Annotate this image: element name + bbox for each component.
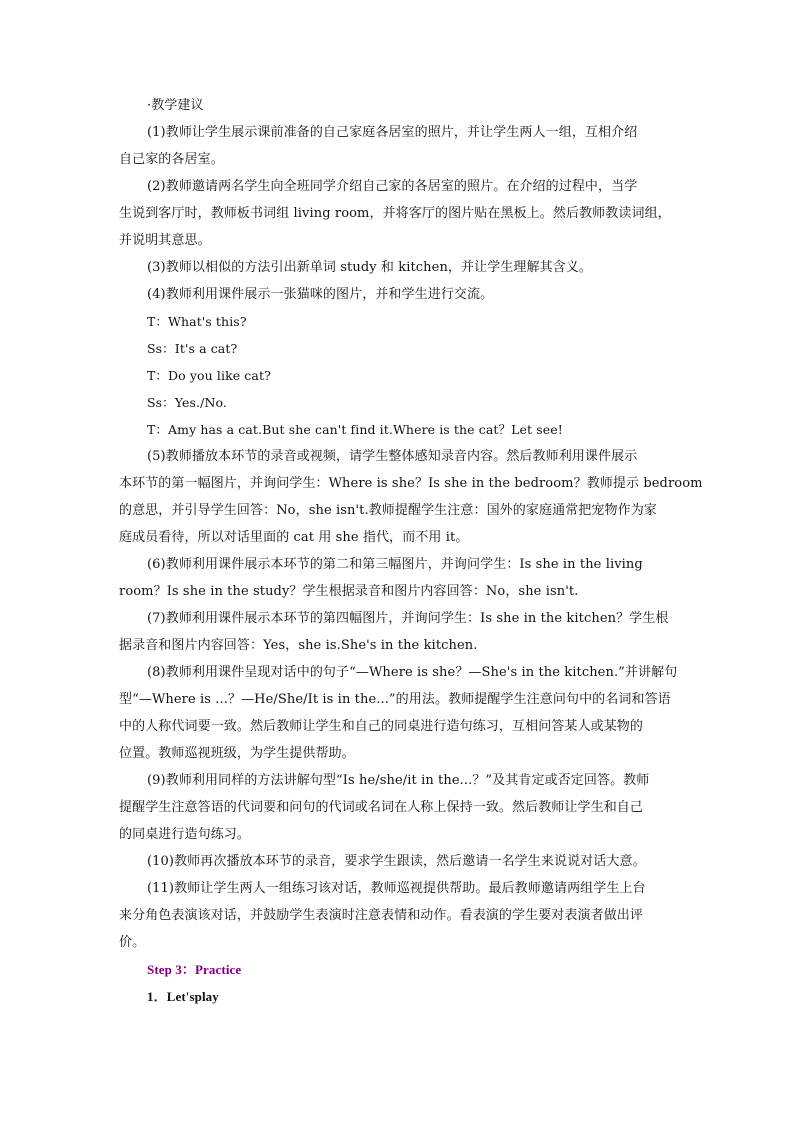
section-title: ·教学建议 <box>147 98 204 113</box>
dialog-line: T：Do you like cat? <box>147 368 271 383</box>
paragraph-line: (1)教师让学生展示课前准备的自己家庭各居室的照片，并让学生两人一组，互相介绍 <box>147 125 638 140</box>
paragraph-line: 本环节的第一幅图片，并询问学生：Where is she？Is she in the bedroom？教师提示 bedroom <box>119 476 703 491</box>
paragraph-line: room？Is she in the study？学生根据录音和图片内容回答：No，she isn't. <box>119 584 579 599</box>
paragraph-line: 型“—Where is ...？—He/She/It is in the...”的用法。教师提醒学生注意问句中的名词和答语 <box>119 692 671 707</box>
paragraph-line: 来分角色表演该对话，并鼓励学生表演时注意表情和动作。看表演的学生要对表演者做出评 <box>119 908 644 923</box>
paragraph-line: 的同桌进行造句练习。 <box>119 827 251 842</box>
paragraph-line: (7)教师利用课件展示本环节的第四幅图片，并询问学生：Is she in the kitchen？学生根 <box>147 611 669 626</box>
dialog-line: T：Amy has a cat.But she can't find it.Where is the cat？Let see! <box>147 422 563 437</box>
paragraph-line: (3)教师以相似的方法引出新单词 study 和 kitchen，并让学生理解其含义。 <box>147 260 593 275</box>
paragraph-line: (5)教师播放本环节的录音或视频，请学生整体感知录音内容。然后教师利用课件展示 <box>147 449 638 464</box>
paragraph-line: (8)教师利用课件呈现对话中的句子“—Where is she？—She's in the kitchen.”并讲解句 <box>147 665 678 680</box>
paragraph-line: 价。 <box>119 935 146 950</box>
paragraph-line: 自己家的各居室。 <box>119 152 224 167</box>
paragraph-line: (9)教师利用同样的方法讲解句型“Is he/she/it in the...？”及其肯定或否定回答。教师 <box>147 773 650 788</box>
paragraph-line: (6)教师利用课件展示本环节的第二和第三幅图片，并询问学生：Is she in the living <box>147 557 643 572</box>
paragraph-line: 并说明其意思。 <box>119 233 211 248</box>
paragraph-line: 位置。教师巡视班级，为学生提供帮助。 <box>119 746 355 761</box>
paragraph-line: (10)教师再次播放本环节的录音，要求学生跟读，然后邀请一名学生来说说对话大意。 <box>147 854 646 869</box>
paragraph-line: 庭成员看待，所以对话里面的 cat 用 she 指代，而不用 it。 <box>119 530 469 545</box>
dialog-line: Ss：Yes./No. <box>147 395 227 410</box>
sub-heading: 1．Let'splay <box>147 989 219 1004</box>
paragraph-line: 生说到客厅时，教师板书词组 living room，并将客厅的图片贴在黑板上。然后教师教读词组， <box>119 206 671 221</box>
paragraph-line: (2)教师邀请两名学生向全班同学介绍自己家的各居室的照片。在介绍的过程中，当学 <box>147 179 638 194</box>
dialog-line: T：What's this? <box>147 314 247 329</box>
paragraph-line: 中的人称代词要一致。然后教师让学生和自己的同桌进行造句练习，互相问答某人或某物的 <box>119 719 644 734</box>
paragraph-line: (11)教师让学生两人一组练习该对话，教师巡视提供帮助。最后教师邀请两组学生上台 <box>147 881 646 896</box>
paragraph-line: (4)教师利用课件展示一张猫咪的图片，并和学生进行交流。 <box>147 287 494 302</box>
paragraph-line: 据录音和图片内容回答：Yes，she is.She's in the kitchen. <box>119 638 478 653</box>
step-heading: Step 3：Practice <box>147 962 242 977</box>
paragraph-line: 的意思，并引导学生回答：No，she isn't.教师提醒学生注意：国外的家庭通常把宠物作为家 <box>119 503 657 518</box>
paragraph-line: 提醒学生注意答语的代词要和问句的代词或名词在人称上保持一致。然后教师让学生和自己 <box>119 800 644 815</box>
dialog-line: Ss：It's a cat? <box>147 341 238 356</box>
